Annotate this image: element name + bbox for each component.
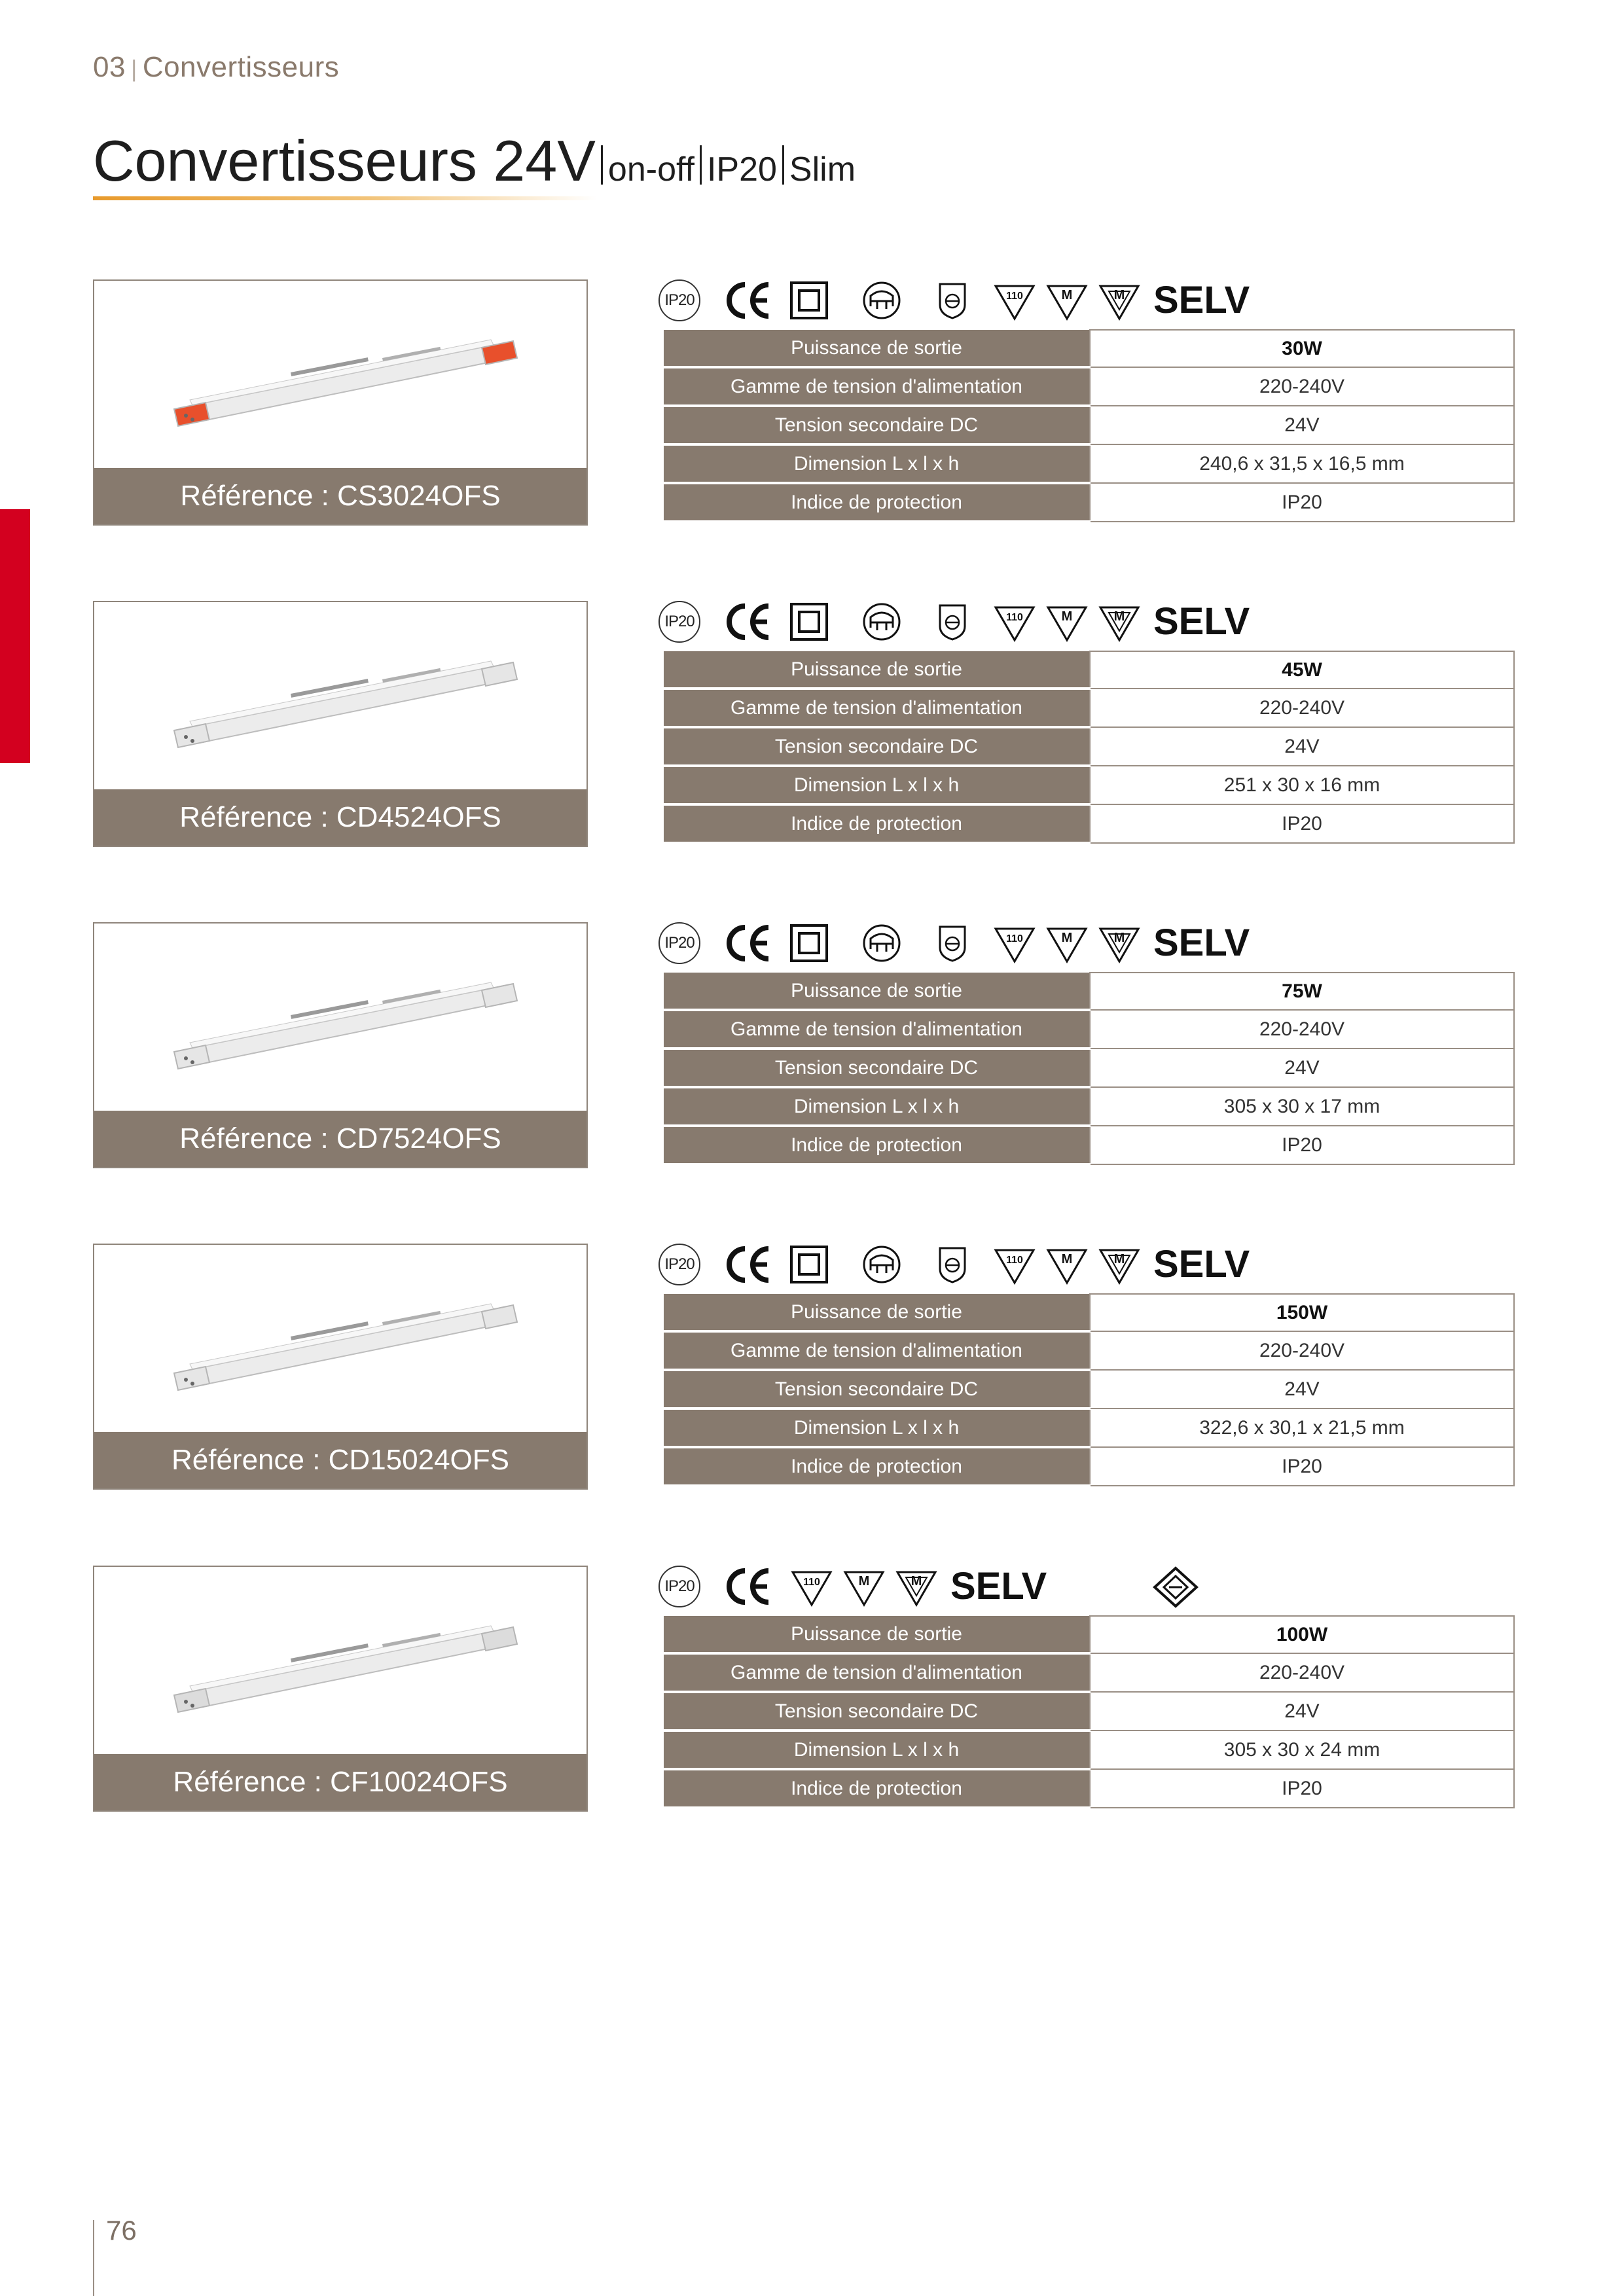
chapter-number: 03 <box>93 51 126 83</box>
spec-row <box>664 651 1514 689</box>
spec-label: Puissance de sortie <box>664 1294 1090 1331</box>
spec-row <box>664 1731 1514 1769</box>
spec-row <box>664 766 1514 804</box>
spec-label: Puissance de sortie <box>664 651 1090 689</box>
spec-row <box>664 804 1514 843</box>
led-driver-illustration <box>174 1304 517 1390</box>
triangle-110-icon <box>994 1247 1036 1285</box>
triangle-m-icon <box>1046 1247 1088 1285</box>
triangle-mm-icon <box>895 1570 937 1607</box>
svg-text:M: M <box>1061 288 1073 302</box>
spec-row <box>664 1126 1514 1164</box>
spec-value: 24V <box>1090 727 1514 766</box>
spec-row <box>664 483 1514 522</box>
ip20-icon: IP20 <box>659 279 700 321</box>
enec-mark-icon <box>1149 1566 1202 1609</box>
triangle-mm-icon <box>1098 926 1140 964</box>
spec-row <box>664 1331 1514 1370</box>
product-photo <box>94 281 586 468</box>
spec-value: 220-240V <box>1090 689 1514 727</box>
spec-label: Puissance de sortie <box>664 330 1090 367</box>
spec-row <box>664 1294 1514 1331</box>
spec-label: Puissance de sortie <box>664 973 1090 1010</box>
title-underline <box>93 196 597 200</box>
svg-text:110: 110 <box>1006 933 1023 944</box>
spec-label: Tension secondaire DC <box>664 406 1090 444</box>
safety-transformer-icon <box>861 1244 902 1285</box>
spec-row <box>664 1087 1514 1126</box>
spec-label: Tension secondaire DC <box>664 1370 1090 1408</box>
selv-label: SELV <box>1153 279 1250 321</box>
spec-label: Dimension L x l x h <box>664 1408 1090 1447</box>
spec-label: Gamme de tension d'alimentation <box>664 689 1090 727</box>
product-reference: Référence : CS3024OFS <box>94 468 586 524</box>
spec-value: 322,6 x 30,1 x 21,5 mm <box>1090 1408 1514 1447</box>
ip20-icon: IP20 <box>659 601 700 643</box>
page-title <box>93 128 856 194</box>
led-driver-illustration <box>174 340 517 426</box>
spec-label: Indice de protection <box>664 1447 1090 1486</box>
spec-table <box>664 1615 1515 1809</box>
spec-label: Gamme de tension d'alimentation <box>664 367 1090 406</box>
double-insulation-icon <box>789 602 829 641</box>
ce-mark-icon <box>724 279 771 321</box>
spec-value: 24V <box>1090 1370 1514 1408</box>
spec-row <box>664 367 1514 406</box>
title-tag-onoff: on-off <box>607 151 695 188</box>
spec-label: Dimension L x l x h <box>664 1087 1090 1126</box>
spec-value: 240,6 x 31,5 x 16,5 mm <box>1090 444 1514 483</box>
double-insulation-icon <box>789 1245 829 1284</box>
spec-label: Dimension L x l x h <box>664 444 1090 483</box>
svg-text:110: 110 <box>1006 291 1023 302</box>
spec-label: Indice de protection <box>664 804 1090 843</box>
spec-label: Gamme de tension d'alimentation <box>664 1331 1090 1370</box>
spec-row <box>664 689 1514 727</box>
spec-table <box>664 329 1515 523</box>
spec-row <box>664 1616 1514 1653</box>
safety-transformer-icon <box>861 280 902 321</box>
chapter-heading <box>93 51 339 84</box>
svg-text:M: M <box>1113 1252 1125 1266</box>
spec-row <box>664 406 1514 444</box>
certification-icons <box>659 1566 1523 1611</box>
triangle-110-icon <box>994 283 1036 321</box>
spec-label: Dimension L x l x h <box>664 766 1090 804</box>
svg-text:M: M <box>1113 931 1125 945</box>
spec-table <box>664 1293 1515 1487</box>
spec-value: 24V <box>1090 1049 1514 1087</box>
spec-value: IP20 <box>1090 1769 1514 1808</box>
spec-row <box>664 727 1514 766</box>
double-insulation-icon <box>789 281 829 320</box>
svg-text:M: M <box>858 1574 870 1588</box>
title-divider <box>782 145 784 185</box>
page-title-main: Convertisseurs 24V <box>93 128 596 193</box>
spec-row <box>664 973 1514 1010</box>
triangle-m-icon <box>1046 926 1088 964</box>
spec-label: Gamme de tension d'alimentation <box>664 1653 1090 1692</box>
thermal-protection-icon <box>936 601 969 642</box>
product-reference: Référence : CF10024OFS <box>94 1754 586 1810</box>
title-tag-slim: Slim <box>789 151 856 188</box>
title-tag-ip: IP20 <box>706 151 777 188</box>
svg-text:110: 110 <box>803 1577 820 1588</box>
product-photo-frame <box>93 1566 588 1812</box>
spec-label: Puissance de sortie <box>664 1616 1090 1653</box>
title-divider <box>700 145 702 185</box>
spec-value: 305 x 30 x 17 mm <box>1090 1087 1514 1126</box>
spec-value: IP20 <box>1090 804 1514 843</box>
spec-row <box>664 444 1514 483</box>
chapter-separator: | <box>130 55 137 82</box>
svg-text:M: M <box>1113 288 1125 302</box>
svg-text:M: M <box>1061 1252 1073 1266</box>
chapter-tab-marker <box>0 509 30 763</box>
ce-mark-icon <box>724 1566 771 1607</box>
page-number: 76 <box>106 2215 137 2246</box>
spec-value: 100W <box>1090 1616 1514 1653</box>
svg-text:M: M <box>1113 609 1125 624</box>
spec-row <box>664 1447 1514 1486</box>
spec-value: 220-240V <box>1090 1010 1514 1049</box>
svg-text:110: 110 <box>1006 1255 1023 1266</box>
spec-label: Indice de protection <box>664 1126 1090 1164</box>
led-driver-illustration <box>174 1626 517 1712</box>
product-block-2 <box>93 601 1533 847</box>
ce-mark-icon <box>724 922 771 964</box>
double-insulation-icon <box>789 924 829 963</box>
svg-text:M: M <box>1061 609 1073 624</box>
svg-text:M: M <box>1061 931 1073 945</box>
spec-row <box>664 1010 1514 1049</box>
product-photo <box>94 602 586 789</box>
safety-transformer-icon <box>861 923 902 963</box>
triangle-mm-icon <box>1098 1247 1140 1285</box>
triangle-110-icon <box>994 605 1036 643</box>
title-divider <box>601 145 603 185</box>
chapter-title: Convertisseurs <box>142 51 340 83</box>
spec-row <box>664 330 1514 367</box>
spec-table <box>664 972 1515 1166</box>
led-driver-illustration <box>174 982 517 1069</box>
led-driver-illustration <box>174 661 517 747</box>
spec-value: IP20 <box>1090 1126 1514 1164</box>
spec-value: IP20 <box>1090 483 1514 522</box>
product-photo-frame <box>93 1244 588 1490</box>
certification-icons <box>659 1244 1523 1289</box>
spec-value: 251 x 30 x 16 mm <box>1090 766 1514 804</box>
triangle-m-icon <box>1046 283 1088 321</box>
footer-rule <box>93 2220 94 2296</box>
product-block-4 <box>93 1244 1533 1490</box>
spec-label: Tension secondaire DC <box>664 1692 1090 1731</box>
spec-value: 30W <box>1090 330 1514 367</box>
certification-icons <box>659 279 1523 325</box>
selv-label: SELV <box>1153 1243 1250 1285</box>
product-photo-frame <box>93 601 588 847</box>
ce-mark-icon <box>724 601 771 643</box>
spec-value: 220-240V <box>1090 367 1514 406</box>
selv-label: SELV <box>1153 600 1250 643</box>
triangle-110-icon <box>791 1570 833 1607</box>
spec-value: 220-240V <box>1090 1653 1514 1692</box>
spec-row <box>664 1408 1514 1447</box>
spec-row <box>664 1692 1514 1731</box>
triangle-m-icon <box>1046 605 1088 643</box>
spec-label: Tension secondaire DC <box>664 1049 1090 1087</box>
ip20-icon: IP20 <box>659 1566 700 1607</box>
certification-icons <box>659 601 1523 647</box>
spec-value: 305 x 30 x 24 mm <box>1090 1731 1514 1769</box>
selv-label: SELV <box>950 1565 1047 1607</box>
product-reference: Référence : CD15024OFS <box>94 1432 586 1488</box>
product-photo-frame <box>93 922 588 1168</box>
product-block-5 <box>93 1566 1533 1812</box>
spec-label: Tension secondaire DC <box>664 727 1090 766</box>
spec-value: 24V <box>1090 406 1514 444</box>
ip20-icon: IP20 <box>659 1244 700 1285</box>
spec-label: Indice de protection <box>664 1769 1090 1808</box>
spec-value: 24V <box>1090 1692 1514 1731</box>
triangle-mm-icon <box>1098 605 1140 643</box>
triangle-m-icon <box>843 1570 885 1607</box>
safety-transformer-icon <box>861 601 902 642</box>
spec-row <box>664 1049 1514 1087</box>
triangle-mm-icon <box>1098 283 1140 321</box>
product-photo <box>94 924 586 1111</box>
product-block-1 <box>93 279 1533 526</box>
spec-row <box>664 1769 1514 1808</box>
selv-label: SELV <box>1153 922 1250 964</box>
product-photo <box>94 1245 586 1432</box>
triangle-110-icon <box>994 926 1036 964</box>
spec-value: IP20 <box>1090 1447 1514 1486</box>
svg-text:M: M <box>911 1574 922 1588</box>
spec-value: 75W <box>1090 973 1514 1010</box>
spec-table <box>664 651 1515 844</box>
product-block-3 <box>93 922 1533 1168</box>
spec-label: Indice de protection <box>664 483 1090 522</box>
spec-row <box>664 1653 1514 1692</box>
spec-row <box>664 1370 1514 1408</box>
thermal-protection-icon <box>936 923 969 963</box>
thermal-protection-icon <box>936 280 969 321</box>
ip20-icon: IP20 <box>659 922 700 964</box>
product-photo <box>94 1567 586 1754</box>
spec-value: 150W <box>1090 1294 1514 1331</box>
product-reference: Référence : CD4524OFS <box>94 789 586 846</box>
certification-icons <box>659 922 1523 968</box>
spec-label: Dimension L x l x h <box>664 1731 1090 1769</box>
spec-label: Gamme de tension d'alimentation <box>664 1010 1090 1049</box>
spec-value: 45W <box>1090 651 1514 689</box>
thermal-protection-icon <box>936 1244 969 1285</box>
product-photo-frame <box>93 279 588 526</box>
product-reference: Référence : CD7524OFS <box>94 1111 586 1167</box>
spec-value: 220-240V <box>1090 1331 1514 1370</box>
ce-mark-icon <box>724 1244 771 1285</box>
svg-text:110: 110 <box>1006 612 1023 623</box>
